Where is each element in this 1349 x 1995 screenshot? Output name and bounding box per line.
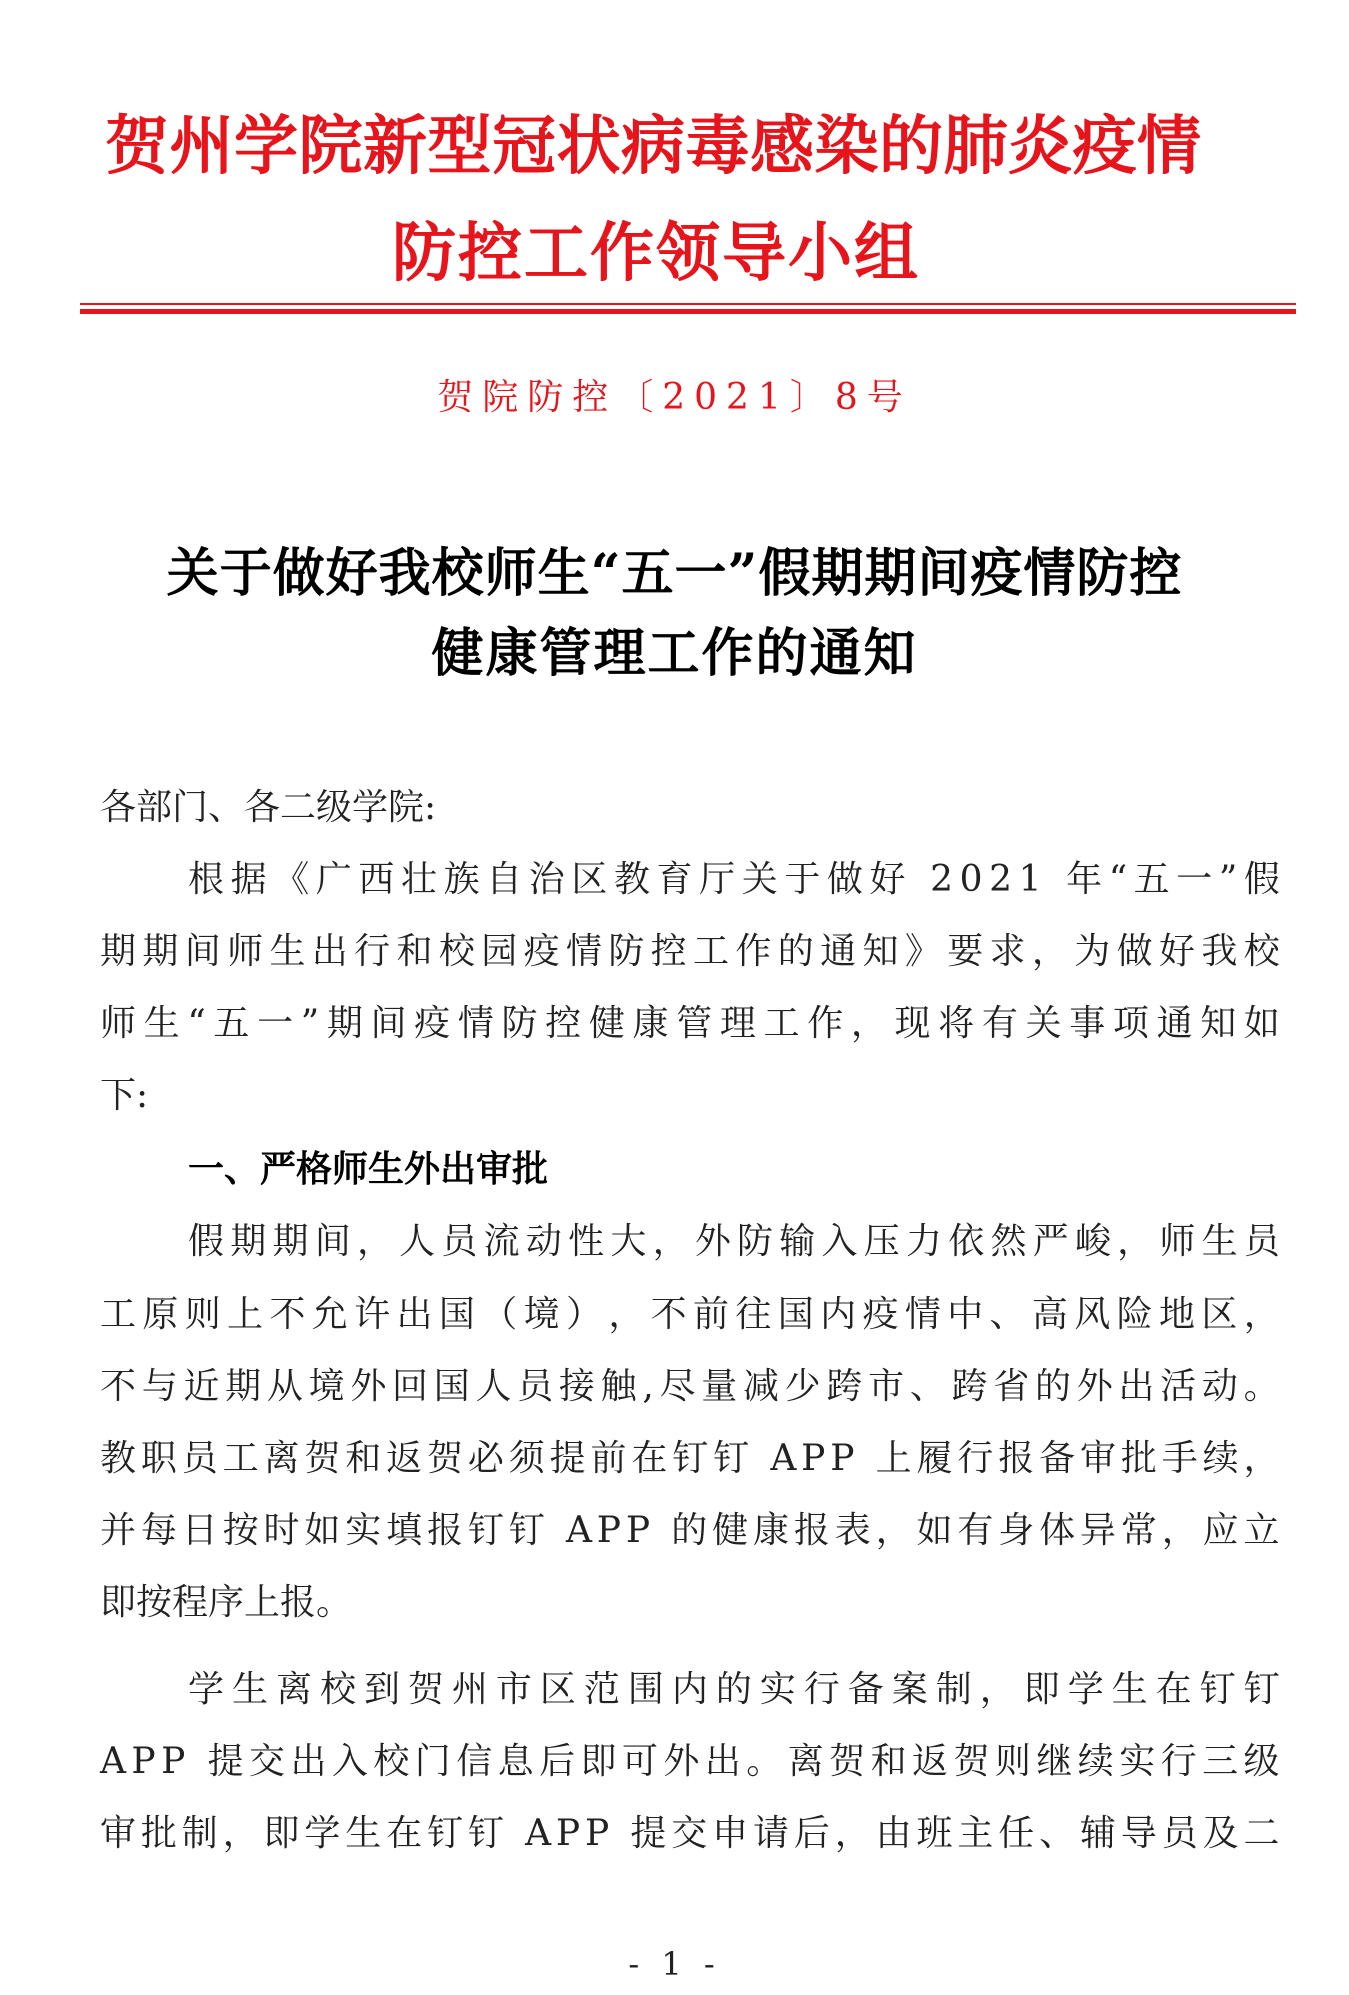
paragraph-line: 师 生 “ 五 一 ” 期 间 疫 情 防 控 健 康 管 理 工 作 ， 现 将 有 关 事 项 通 知 如 [100,1003,1280,1044]
issuing-organization-line-1: 贺州学院新型冠状病毒感染的肺炎疫情 [105,109,1202,184]
notice-title-line-2: 健康管理工作的通知 [431,623,918,684]
issuing-organization-line-2: 防控工作领导小组 [392,216,920,291]
paragraph-line: 工 原 则 上 不 允 许 出 国 （ 境 ） ， 不 前 往 国 内 疫 情 中 、 高 风 险 地 区 ， [100,1294,1280,1335]
header-rule-thin [80,303,1296,305]
paragraph-line: 审 批 制 ， 即 学 生 在 钉 钉 A P P 提 交 申 请 后 ， 由 班 主 任 、 辅 导 员 及 二 [100,1813,1280,1854]
page-number: - 1 - [628,1945,721,1983]
paragraph-line: 学 生 离 校 到 贺 州 市 区 范 围 内 的 实 行 备 案 制 ， 即 学 生 在 钉 钉 [188,1669,1280,1710]
section-heading: 一、严格师生外出审批 [188,1149,549,1190]
paragraph-line: 不 与 近 期 从 境 外 回 国 人 员 接 触 , 尽 量 减 少 跨 市 、 跨 省 的 外 出 活 动 。 [100,1366,1280,1407]
paragraph-line: 下: [100,1075,149,1116]
paragraph-line: 并 每 日 按 时 如 实 填 报 钉 钉 A P P 的 健 康 报 表 ， 如 有 身 体 异 常 ， 应 立 [100,1510,1280,1551]
paragraph-line: 即按程序上报。 [100,1582,353,1623]
paragraph-line: 期 期 间 师 生 出 行 和 校 园 疫 情 防 控 工 作 的 通 知 》 要 求 ， 为 做 好 我 校 [100,931,1280,972]
paragraph-line: A P P 提 交 出 入 校 门 信 息 后 即 可 外 出 。 离 贺 和 返 贺 则 继 续 实 行 三 级 [100,1741,1280,1782]
notice-title-line-1: 关于做好我校师生“五一”假期期间疫情防控 [166,543,1183,604]
document-number: 贺院防控〔2021〕8号 [437,377,912,418]
paragraph-line: 假 期 期 间 ， 人 员 流 动 性 大 ， 外 防 输 入 压 力 依 然 严 峻 ， 师 生 员 [188,1221,1280,1262]
salutation: 各部门、各二级学院: [100,787,437,828]
paragraph-line: 教 职 员 工 离 贺 和 返 贺 必 须 提 前 在 钉 钉 A P P 上 履 行 报 备 审 批 手 续 ， [100,1438,1280,1479]
paragraph-line: 根 据 《 广 西 壮 族 自 治 区 教 育 厅 关 于 做 好 2 0 2 1 年 “ 五 一 ” 假 [188,859,1280,900]
header-rule-thick [80,309,1296,314]
